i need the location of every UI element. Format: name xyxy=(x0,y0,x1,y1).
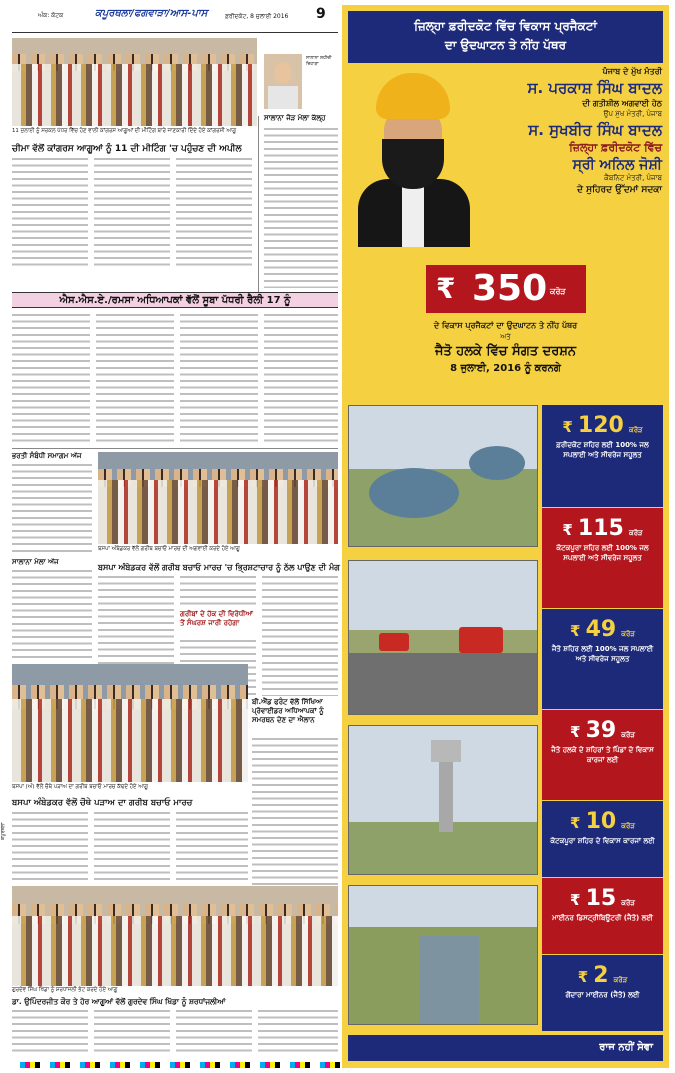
news-column xyxy=(12,36,338,1056)
tribute-text-col1 xyxy=(12,1010,88,1054)
project-description: ਕੋਟਕਪੂਰਾ ਸ਼ਹਿਰ ਲਈ 100% ਜਲ ਸਪਲਾਈ ਅਤੇ ਸੀਵਰੇਜ ਸਹੂਲਤ xyxy=(556,544,649,562)
page-number: 9 xyxy=(316,6,326,22)
rupee-icon: ₹ xyxy=(570,723,581,741)
tribute-text-col3 xyxy=(176,1010,252,1054)
project-amount-unit: ਕਰੋੜ xyxy=(621,899,635,907)
brief-text-recruitment xyxy=(12,464,92,554)
top-photo-caption: 11 ਜੁਲਾਈ ਨੂੰ ਸਰਕਲ ਪੱਧਰ ਵਿੱਚ ਹੋਣ ਵਾਲੀ ਕਾਂਗਰਸ ਆਗੂਆਂ ਦੀ ਮੀਟਿੰਗ ਬਾਰੇ ਜਾਣਕਾਰੀ ਦਿੰਦੇ ਹੋਏ ਕਾਂਗਰਸੀ ਆਗੂ xyxy=(12,128,236,134)
march-photo-2 xyxy=(12,664,248,782)
overhead-tank xyxy=(431,740,461,762)
water-treatment-photo xyxy=(348,405,538,547)
treatment-tank xyxy=(369,468,459,518)
section-rule xyxy=(12,448,338,449)
fourth-phase-text-col3 xyxy=(176,812,248,882)
event-date: 8 ਜੁਲਾਈ, 2016 ਨੂੰ ਕਰਨਗੇ xyxy=(450,363,561,374)
rupee-icon: ₹ xyxy=(562,521,573,539)
main-amount-unit: ਕਰੋੜ xyxy=(550,287,566,296)
rally-text-col3 xyxy=(180,314,258,444)
photo-crowd xyxy=(12,699,248,782)
project-amount-value: 49 xyxy=(585,617,617,642)
project-amount-7 xyxy=(542,963,663,988)
bsp-text-col4 xyxy=(262,576,338,696)
project-amount-value: 2 xyxy=(593,963,609,988)
rupee-icon: ₹ xyxy=(570,622,581,640)
ad-title-line2: ਦਾ ਉਦਘਾਟਨ ਤੇ ਨੀਂਹ ਪੱਥਰ xyxy=(444,38,567,52)
photo-crowd xyxy=(12,64,257,126)
headline-tribute: ਡਾ. ਉਪਿੰਦਰਜੀਤ ਕੌਰ ਤੇ ਹੋਰ ਆਗੂਆਂ ਵੱਲੋਂ ਗੁਰਦੇਵ ਸਿੰਘ ਖਿੱਡਾ ਨੂੰ ਸ਼ਰਧਾਂਜਲੀਆਂ xyxy=(12,997,226,1006)
event-line-a: ਦੇ ਵਿਕਾਸ ਪ੍ਰਜੈਕਟਾਂ ਦਾ ਉਦਘਾਟਨ ਤੇ ਨੀਂਹ ਪੱਥਰ xyxy=(433,321,578,330)
canal-water xyxy=(419,936,479,1025)
bsp-text-col2 xyxy=(180,576,256,606)
headline-cheema: ਚੀਮਾ ਵੱਲੋਂ ਕਾਂਗਰਸ ਆਗੂਆਂ ਨੂੰ 11 ਦੀ ਮੀਟਿੰਗ 'ਚ ਪਹੁੰਚਣ ਦੀ ਅਪੀਲ xyxy=(12,144,242,154)
road-construction-photo xyxy=(348,560,538,715)
photo-crowd xyxy=(12,916,338,986)
project-amount-unit: ਕਰੋੜ xyxy=(621,630,635,638)
headline-bed-front: ਬੀ.ਐੱਡ ਫਰੰਟ ਵੱਲੋਂ ਸਿੱਖਿਆ ਪ੍ਰੋਵਾਈਡਰ ਅਧਿਆਪਕਾਂ ਨੂੰ ਸਮਰਥਨ ਦੇਣ ਦਾ ਐਲਾਨ xyxy=(252,698,324,724)
project-amount-6 xyxy=(542,886,663,911)
event-description xyxy=(348,321,663,374)
side-strip-label: ਕਪੂਰਥਲਾ xyxy=(0,822,6,840)
rupee-icon: ₹ xyxy=(562,418,573,436)
headline-bsp-fourth-phase: ਬਸਪਾ ਅੰਬੇਡਕਰ ਵੱਲੋਂ ਚੌਥੇ ਪੜਾਅ ਦਾ ਗਰੀਬ ਬਚਾਓ ਮਾਰਚ xyxy=(12,798,193,808)
project-amount-unit: ਕਰੋੜ xyxy=(621,822,635,830)
brief-headline-recruitment: ਭਰਤੀ ਸੰਬੰਧੀ ਸਮਾਗਮ ਅੱਜ xyxy=(12,452,82,460)
project-amount-5 xyxy=(542,809,663,834)
rupee-icon: ₹ xyxy=(436,272,456,305)
project-panel-6 xyxy=(542,878,663,954)
project-amount-value: 115 xyxy=(577,516,624,541)
article-text-col1 xyxy=(12,158,88,268)
minister-title: ਕੈਬਨਿਟ ਮੰਤਰੀ, ਪੰਜਾਬ xyxy=(604,174,662,182)
rally-text-col1 xyxy=(12,314,90,444)
water-tank-photo xyxy=(348,725,538,875)
main-amount-box xyxy=(426,265,586,313)
edition-label: ਅੰਕ: ਕੋਟਕ xyxy=(38,12,64,19)
ad-footer-slogan: ਰਾਜ ਨਹੀਂ ਸੇਵਾ xyxy=(348,1035,663,1061)
main-amount-band xyxy=(348,259,663,319)
leadership-line: ਦੀ ਗਤੀਸ਼ੀਲ ਅਗਵਾਈ ਹੇਠ xyxy=(582,99,662,108)
project-description: ਫ਼ਰੀਦਕੋਟ ਸ਼ਹਿਰ ਲਈ 100% ਜਲ ਸਪਲਾਈ ਅਤੇ ਸੀਵਰੇਜ ਸਹੂਲਤ xyxy=(556,441,649,459)
project-panel-1 xyxy=(542,405,663,507)
ad-title-box xyxy=(348,11,663,63)
project-description: ਕੋਟਕਪੂਰਾ ਸ਼ਹਿਰ ਦੇ ਵਿਕਾਸ ਕਾਰਜਾਂ ਲਈ xyxy=(550,837,655,845)
march-photo-caption: ਬਸਪਾ ਅੰਬੇਡਕਰ ਵੱਲੋਂ ਗਰੀਬ ਬਚਾਓ ਮਾਰਚ ਦੀ ਅਗਵਾਈ ਕਰਦੇ ਹੋਏ ਆਗੂ xyxy=(98,546,240,552)
tank-tower xyxy=(439,762,453,832)
kid-face xyxy=(274,62,292,84)
brief-text-mela xyxy=(12,570,92,660)
photo-road xyxy=(349,653,537,714)
project-amount-value: 39 xyxy=(585,718,617,743)
project-amount-3 xyxy=(542,617,663,642)
inset-headline: ਗਰੀਬਾਂ ਦੇ ਹੱਕ ਦੀ ਵਿਰੋਧੀਆਂ ਤੋਂ ਸੰਘਰਸ਼ ਜਾਰੀ ਰਹੇਗਾ xyxy=(180,610,253,627)
issue-date: ਫ਼ਰੀਦਕੋਟ, 8 ਜੁਲਾਈ 2016 xyxy=(225,13,289,20)
event-line-b: ਅਤੇ xyxy=(500,333,511,341)
article-text-col2 xyxy=(94,158,170,268)
project-panel-3 xyxy=(542,609,663,709)
rupee-icon: ₹ xyxy=(577,968,589,986)
tribute-photo xyxy=(12,886,338,986)
fourth-phase-text-col2 xyxy=(94,812,170,882)
government-advertisement xyxy=(342,5,669,1068)
rally-text-col4 xyxy=(264,314,338,444)
project-amount-unit: ਕਰੋੜ xyxy=(613,976,628,984)
tribute-text-col2 xyxy=(94,1010,170,1054)
ad-title-line1: ਜ਼ਿਲ੍ਹਾ ਫ਼ਰੀਦਕੋਟ ਵਿੱਚ ਵਿਕਾਸ ਪ੍ਰਜੈਕਟਾਂ xyxy=(414,19,597,33)
project-amount-unit: ਕਰੋੜ xyxy=(621,731,635,739)
kid-shirt xyxy=(268,86,298,109)
road-roller-2 xyxy=(459,627,503,653)
march-photo xyxy=(98,452,338,544)
photo-crowd xyxy=(98,480,338,544)
project-panel-2 xyxy=(542,508,663,608)
main-amount: 350 xyxy=(472,268,548,309)
leaders-block xyxy=(482,67,662,195)
event-line-c: ਜੈਤੋ ਹਲਕੇ ਵਿੱਚ ਸੰਗਤ ਦਰਸ਼ਨ xyxy=(434,344,577,359)
article-text-col3 xyxy=(176,158,252,268)
cm-name: ਸ. ਪਰਕਾਸ਼ ਸਿੰਘ ਬਾਦਲ xyxy=(527,79,662,97)
page-header xyxy=(0,0,340,34)
project-description: ਮਾਈਨਰ ਡਿਸਟ੍ਰੀਬਿਊਟਰੀ (ਜੈਤੋ) ਲਈ xyxy=(552,914,653,922)
print-registration-marks xyxy=(20,1062,340,1068)
congress-meeting-photo xyxy=(12,38,257,126)
mela-article-text xyxy=(264,128,338,288)
headline-bsp-march: ਬਸਪਾ ਅੰਬੇਡਕਰ ਵੱਲੋਂ ਗਰੀਬ ਬਚਾਓ ਮਾਰਚ 'ਚ ਭ੍ਰਿਸ਼ਟਾਚਾਰ ਨੂੰ ਠੱਲ ਪਾਉਣ ਦੀ ਮੰਗ xyxy=(98,563,340,572)
tribute-text-col4 xyxy=(258,1010,338,1054)
project-amount-value: 10 xyxy=(585,809,617,834)
project-amount-unit: ਕਰੋੜ xyxy=(628,529,643,537)
project-amount-value: 15 xyxy=(585,886,617,911)
kid-portrait-photo xyxy=(264,54,302,109)
deputy-cm-portrait xyxy=(354,67,474,247)
project-panel-7 xyxy=(542,955,663,1031)
project-amount-4 xyxy=(542,718,663,743)
header-rule xyxy=(12,32,338,33)
minister-name: ਸ੍ਰੀ ਅਨਿਲ ਜੋਸ਼ੀ xyxy=(572,157,662,173)
rupee-icon: ₹ xyxy=(570,891,581,909)
project-description: ਗੋਂਦਾਰਾ ਮਾਈਨਰ (ਜੈਤੋ) ਲਈ xyxy=(565,991,640,999)
mela-title: ਸਾਲਾਨਾ ਜੋੜ ਮੇਲਾ ਕੱਲ੍ਹ xyxy=(264,114,326,122)
project-panel-4 xyxy=(542,710,663,800)
effort-line: ਦੇ ਸੁਹਿਰਦ ਉੱਦਮਾਂ ਸਦਕਾ xyxy=(577,185,662,195)
march-photo-2-caption: ਬਸਪਾ (ਅੰ) ਵੱਲੋਂ ਚੌਥੇ ਪੜਾਅ ਦਾ ਗਰੀਬ ਬਚਾਓ ਮਾਰਚ ਕੱਢਦੇ ਹੋਏ ਆਗੂ xyxy=(12,784,148,790)
fourth-phase-text-col1 xyxy=(12,812,88,882)
dcm-name: ਸ. ਸੁਖਬੀਰ ਸਿੰਘ ਬਾਦਲ xyxy=(528,121,662,139)
kid-caption: ਸਾਲਾਨਾ ਸ਼ਹੀਦੀ ਦਿਹਾੜਾ xyxy=(306,56,332,67)
project-description: ਜੈਤੋ ਸ਼ਹਿਰ ਲਈ 100% ਜਲ ਸਪਲਾਈ ਅਤੇ ਸੀਵਰੇਜ ਸਹੂਲਤ xyxy=(551,645,654,663)
portrait-shirt xyxy=(402,183,424,247)
treatment-tank-2 xyxy=(469,446,525,480)
project-amount-2 xyxy=(542,516,663,541)
district-line: ਜ਼ਿਲ੍ਹਾ ਫ਼ਰੀਦਕੋਟ ਵਿੱਚ xyxy=(569,141,662,154)
project-amount-unit: ਕਰੋੜ xyxy=(628,426,643,434)
cm-title: ਪੰਜਾਬ ਦੇ ਮੁੱਖ ਮੰਤਰੀ xyxy=(602,67,662,76)
photo-sky xyxy=(349,886,537,927)
column-divider xyxy=(258,116,259,296)
rupee-icon: ₹ xyxy=(570,814,581,832)
photo-sky xyxy=(349,561,537,630)
project-panel-5 xyxy=(542,801,663,877)
project-amount-value: 120 xyxy=(577,413,624,438)
rally-text-col2 xyxy=(96,314,174,444)
tribute-photo-caption: ਗੁਰਦੇਵ ਸਿੰਘ ਖਿੱਡਾ ਨੂੰ ਸ਼ਰਧਾਂਜਲੀ ਭੇਟ ਕਰਦੇ ਹੋਏ ਆਗੂ xyxy=(12,987,118,993)
ssa-rally-headline: ਐਸ.ਐਸ.ਏ./ਰਮਸਾ ਅਧਿਆਪਕਾਂ ਵੱਲੋਂ ਸੂਬਾ ਪੱਧਰੀ ਰੈਲੀ 17 ਨੂੰ xyxy=(12,292,338,308)
masthead: ਕਪੂਰਥਲਾ/ਫਗਵਾੜਾ/ਆਸ-ਪਾਸ xyxy=(95,8,208,19)
canal-photo xyxy=(348,885,538,1025)
project-description: ਜੈਤੋ ਹਲਕੇ ਦੇ ਸ਼ਹਿਰਾਂ ਤੇ ਪਿੰਡਾਂ ਦੇ ਵਿਕਾਸ ਕਾਰਜਾਂ ਲਈ xyxy=(551,746,654,764)
dcm-title: ਉਪ ਮੁੱਖ ਮੰਤਰੀ, ਪੰਜਾਬ xyxy=(603,110,662,118)
road-roller xyxy=(379,633,409,651)
brief-headline-mela: ਸਾਲਾਨਾ ਮੇਲਾ ਅੱਜ xyxy=(12,558,59,566)
portrait-turban xyxy=(376,73,450,119)
project-amount-1 xyxy=(542,413,663,438)
